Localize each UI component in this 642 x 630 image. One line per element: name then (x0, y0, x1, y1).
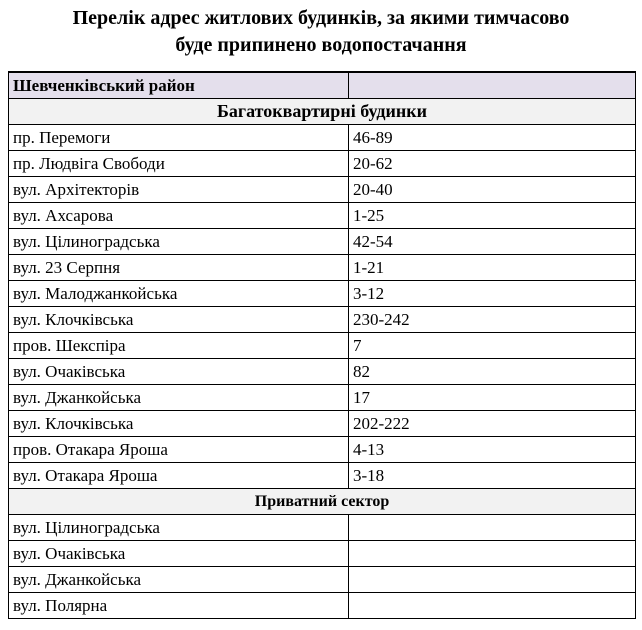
title-line-2: буде припинено водопостачання (175, 34, 467, 56)
street-cell: вул. Клочківська (9, 411, 349, 437)
table-row (9, 333, 636, 359)
address-table (8, 71, 636, 619)
table-row (9, 125, 636, 151)
houses-cell: 4-13 (349, 437, 636, 463)
houses-cell: 3-18 (349, 463, 636, 489)
houses-cell (349, 541, 636, 567)
houses-cell: 46-89 (349, 125, 636, 151)
table-row (9, 151, 636, 177)
district-name: Шевченківський район (9, 72, 349, 99)
street-cell: вул. Цілиноградська (9, 515, 349, 541)
table-row (9, 385, 636, 411)
houses-cell: 20-40 (349, 177, 636, 203)
table-row (9, 359, 636, 385)
table-row (9, 411, 636, 437)
street-cell: вул. Клочківська (9, 307, 349, 333)
street-cell: вул. Джанкойська (9, 567, 349, 593)
houses-cell: 202-222 (349, 411, 636, 437)
houses-cell: 17 (349, 385, 636, 411)
houses-cell: 20-62 (349, 151, 636, 177)
title-line-1: Перелік адрес житлових будинків, за якими тимчасово (72, 7, 570, 29)
houses-cell (349, 593, 636, 619)
houses-cell (349, 515, 636, 541)
street-cell: вул. Отакара Яроша (9, 463, 349, 489)
houses-cell: 1-21 (349, 255, 636, 281)
street-cell: вул. Малоджанкойська (9, 281, 349, 307)
table-row (9, 567, 636, 593)
table-row (9, 203, 636, 229)
houses-cell: 7 (349, 333, 636, 359)
houses-cell (349, 567, 636, 593)
houses-cell: 230-242 (349, 307, 636, 333)
houses-cell: 3-12 (349, 281, 636, 307)
page-title (0, 0, 642, 59)
table-row (9, 463, 636, 489)
houses-cell: 1-25 (349, 203, 636, 229)
street-cell: пр. Перемоги (9, 125, 349, 151)
table-row (9, 437, 636, 463)
table-row (9, 307, 636, 333)
street-cell: пров. Отакара Яроша (9, 437, 349, 463)
table-row (9, 229, 636, 255)
table-row (9, 177, 636, 203)
street-cell: пров. Шекспіра (9, 333, 349, 359)
street-cell: вул. Очаківська (9, 359, 349, 385)
table-row (9, 515, 636, 541)
section-title-private: Приватний сектор (9, 489, 636, 515)
table-row (9, 541, 636, 567)
street-cell: вул. Джанкойська (9, 385, 349, 411)
houses-cell: 82 (349, 359, 636, 385)
street-cell: вул. Архітекторів (9, 177, 349, 203)
section-header-multi (9, 99, 636, 125)
table-row (9, 281, 636, 307)
street-cell: вул. Ахсарова (9, 203, 349, 229)
district-row (9, 72, 636, 99)
street-cell: вул. Цілиноградська (9, 229, 349, 255)
section-title-multi: Багатоквартирні будинки (9, 99, 636, 125)
street-cell: вул. 23 Серпня (9, 255, 349, 281)
street-cell: вул. Полярна (9, 593, 349, 619)
table-row (9, 593, 636, 619)
street-cell: пр. Людвіга Свободи (9, 151, 349, 177)
houses-cell: 42-54 (349, 229, 636, 255)
table-row (9, 255, 636, 281)
street-cell: вул. Очаківська (9, 541, 349, 567)
section-header-private (9, 489, 636, 515)
district-empty-cell (349, 72, 636, 99)
